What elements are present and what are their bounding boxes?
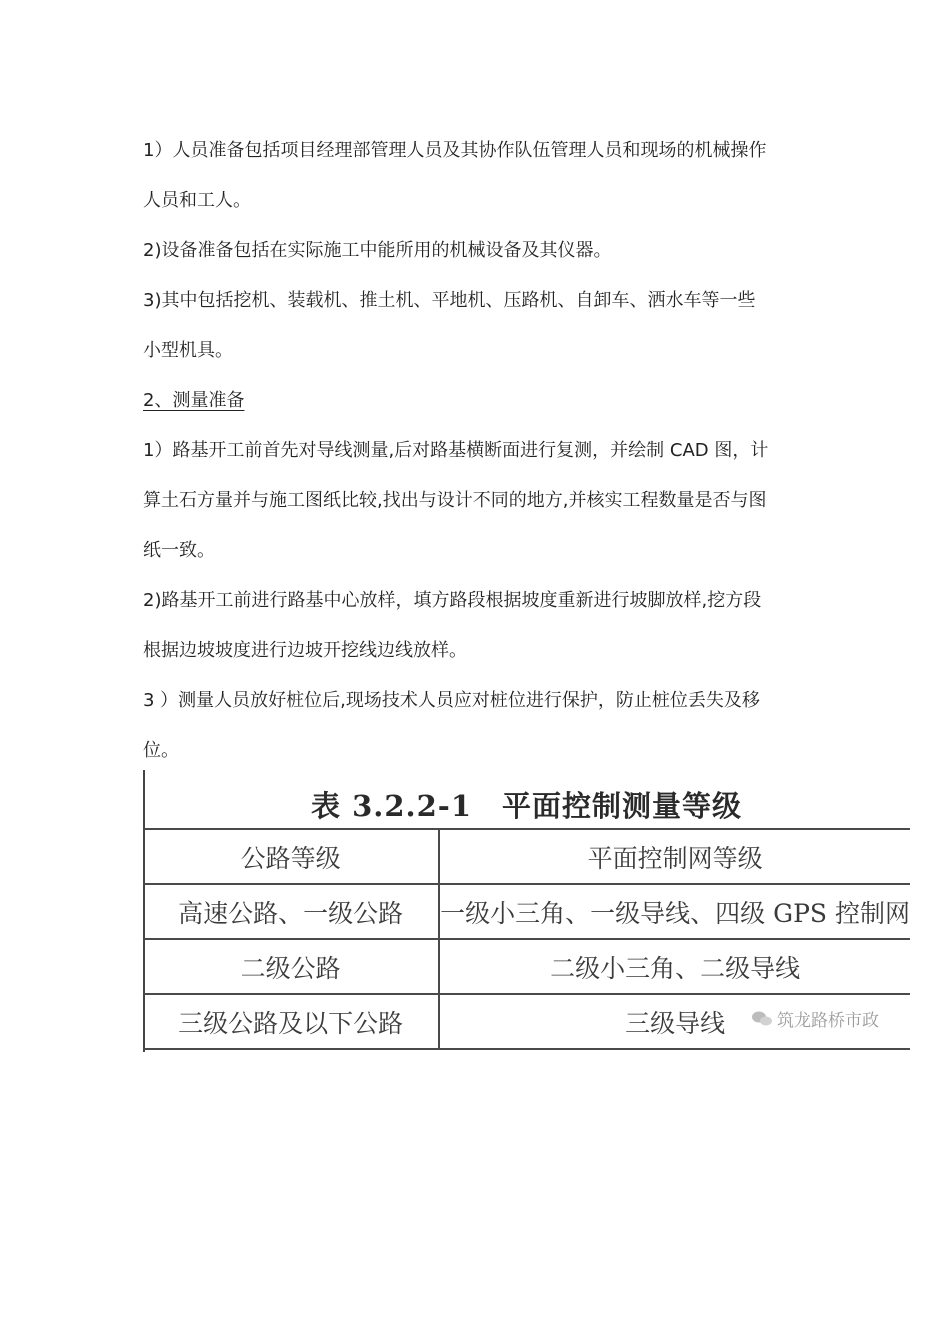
chat-bubble-icon [751,1010,773,1028]
document-body [143,126,813,776]
paragraph-center-staking: 2)路基开工前进行路基中心放样，填方路段根据坡度重新进行坡脚放样,挖方段 [143,590,762,611]
watermark [751,1006,879,1031]
table-row [143,939,910,994]
paragraph-traverse-survey-cont1: 算土石方量并与施工图纸比较,找出与设计不同的地方,并核实工程数量是否与图 [143,490,767,511]
paragraph-personnel-prep-cont: 人员和工人。 [143,190,251,211]
paragraph-stake-protection-cont: 位。 [143,740,179,761]
paragraph-personnel-prep: 1）人员准备包括项目经理部管理人员及其协作队伍管理人员和现场的机械操作 [143,140,767,161]
table-header-row [143,829,910,884]
header-road-grade: 公路等级 [143,829,439,884]
cell-road-grade: 高速公路、一级公路 [143,884,439,939]
paragraph-machinery-list-cont: 小型机具。 [143,340,233,361]
paragraph-equipment-prep: 2)设备准备包括在实际施工中能所用的机械设备及其仪器。 [143,240,612,261]
cell-network-grade: 二级小三角、二级导线 [439,939,910,994]
cell-road-grade: 二级公路 [143,939,439,994]
watermark-text: 筑龙路桥市政 [777,1011,879,1031]
cell-road-grade: 三级公路及以下公路 [143,994,439,1049]
table-row [143,884,910,939]
paragraph-traverse-survey-cont2: 纸一致。 [143,540,215,561]
cell-network-grade: 三级导线 [439,994,910,1049]
cell-network-grade: 一级小三角、一级导线、四级 GPS 控制网 [439,884,910,939]
table-title: 表 3.2.2-1 平面控制测量等级 [310,789,743,823]
control-survey-table-image [143,770,910,1052]
paragraph-stake-protection: 3 ）测量人员放好桩位后,现场技术人员应对桩位进行保护，防止桩位丢失及移 [143,690,760,711]
paragraph-traverse-survey: 1）路基开工前首先对导线测量,后对路基横断面进行复测，并绘制 CAD 图，计 [143,440,769,461]
survey-prep-link[interactable]: 2、测量准备 [143,390,245,411]
section-heading-survey-prep[interactable] [143,376,813,426]
header-control-network-grade: 平面控制网等级 [439,829,910,884]
paragraph-machinery-list: 3)其中包括挖机、装载机、推土机、平地机、压路机、自卸车、洒水车等一些 [143,290,756,311]
paragraph-center-staking-cont: 根据边坡坡度进行边坡开挖线边线放样。 [143,640,467,661]
